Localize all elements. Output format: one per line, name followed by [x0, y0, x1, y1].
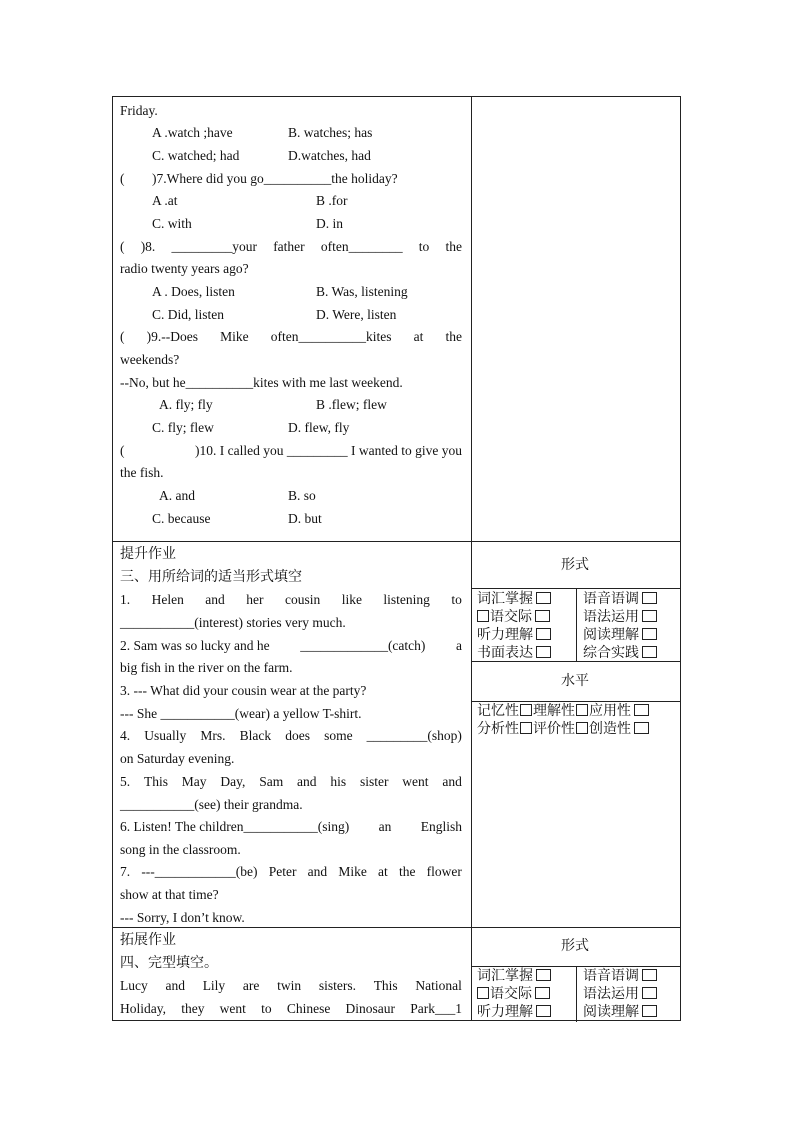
q6-option-b: B. watches; has — [288, 125, 373, 140]
q10-option-b: B. so — [288, 488, 316, 503]
q7-option-a: A .at — [152, 193, 178, 208]
q9-option-b: B .flew; flew — [316, 397, 387, 412]
skill-reading-2: 阅读理解 — [583, 1004, 657, 1020]
sec3-line-12: song in the classroom. — [120, 842, 241, 857]
section-4-header: 拓展作业 — [120, 932, 176, 948]
checkbox[interactable] — [536, 969, 551, 981]
q9-option-d: D. flew, fly — [288, 420, 350, 435]
skill-grammar-2: 语法运用 — [583, 986, 657, 1002]
q7-stem: )7.Where did you go__________the holiday? — [152, 171, 398, 186]
checkbox[interactable] — [576, 722, 588, 734]
cell-divider — [576, 966, 577, 1022]
cell-divider — [576, 588, 577, 661]
worksheet-table — [112, 96, 681, 1021]
q10-option-d: D. but — [288, 511, 322, 526]
skill-practice: 综合实践 — [583, 645, 657, 661]
checkbox[interactable] — [642, 1005, 657, 1017]
checkbox[interactable] — [477, 987, 489, 999]
form-label-2: 形式 — [561, 938, 589, 954]
checkbox[interactable] — [642, 592, 657, 604]
q9-line-1: ( )9.--Does Mike often__________kites at the — [120, 329, 462, 344]
checkbox[interactable] — [576, 704, 588, 716]
sec3-line-1: 1. Helen and her cousin like listening to — [120, 592, 462, 607]
q9-line-2: weekends? — [120, 352, 180, 367]
checkbox[interactable] — [536, 628, 551, 640]
checkbox[interactable] — [642, 987, 657, 999]
section-3-title: 三、用所给词的适当形式填空 — [120, 569, 302, 585]
q9-line-3: --No, but he__________kites with me last weekend. — [120, 375, 403, 390]
sec4-line-1: Lucy and Lily are twin sisters. This National — [120, 978, 462, 993]
checkbox[interactable] — [520, 704, 532, 716]
q8-line-2: radio twenty years ago? — [120, 261, 249, 276]
q7-paren: ( — [120, 171, 125, 186]
checkbox[interactable] — [642, 969, 657, 981]
sec3-line-14: show at that time? — [120, 887, 219, 902]
q9-option-c: C. fly; flew — [152, 420, 214, 435]
q10-option-c: C. because — [152, 511, 211, 526]
sec3-line-3: 2. Sam was so lucky and he _____________(catch) a — [120, 638, 462, 653]
checkbox[interactable] — [634, 722, 649, 734]
skill-communication: 语交际 — [477, 609, 550, 625]
q7-option-d: D. in — [316, 216, 343, 231]
sec3-line-10: ___________(see) their grandma. — [120, 797, 303, 812]
q6-option-c: C. watched; had — [152, 148, 240, 163]
q7-option-c: C. with — [152, 216, 192, 231]
q8-option-c: C. Did, listen — [152, 307, 225, 322]
checkbox[interactable] — [536, 1005, 551, 1017]
skill-pronunciation: 语音语调 — [583, 591, 657, 607]
q10-line-1: ( )10. I called you _________ I wanted to give you — [120, 443, 462, 458]
checkbox[interactable] — [536, 646, 551, 658]
skill-vocabulary: 词汇掌握 — [477, 591, 551, 607]
q7-option-b: B .for — [316, 193, 348, 208]
sec3-line-15: --- Sorry, I don’t know. — [120, 910, 245, 925]
checkbox[interactable] — [634, 704, 649, 716]
q9-option-a: A. fly; fly — [159, 397, 213, 412]
q8-option-b: B. Was, listening — [316, 284, 408, 299]
sec3-line-7: 4. Usually Mrs. Black does some _________(shop) — [120, 728, 462, 743]
checkbox[interactable] — [477, 610, 489, 622]
skill-reading: 阅读理解 — [583, 627, 657, 643]
sec3-line-8: on Saturday evening. — [120, 751, 235, 766]
q8-option-d: D. Were, listen — [316, 307, 397, 322]
column-divider — [471, 97, 472, 1020]
q6-option-a: A .watch ;have — [152, 125, 233, 140]
sec3-line-5: 3. --- What did your cousin wear at the party? — [120, 683, 367, 698]
sec3-line-11: 6. Listen! The children___________(sing) an English — [120, 819, 462, 834]
sec3-line-4: big fish in the river on the farm. — [120, 660, 293, 675]
skill-communication-2: 语交际 — [477, 986, 550, 1002]
q8-option-a: A . Does, listen — [152, 284, 235, 299]
row-divider — [113, 927, 680, 928]
checkbox[interactable] — [642, 628, 657, 640]
sec4-line-2: Holiday, they went to Chinese Dinosaur Park___1 — [120, 1001, 462, 1016]
q6-option-d: D.watches, had — [288, 148, 371, 163]
skill-grammar: 语法运用 — [583, 609, 657, 625]
checkbox[interactable] — [520, 722, 532, 734]
level-label: 水平 — [561, 673, 589, 689]
skill-listening: 听力理解 — [477, 627, 551, 643]
levels-row-1: 记忆性 理解性 应用性 — [477, 703, 649, 719]
skill-listening-2: 听力理解 — [477, 1004, 551, 1020]
sec3-line-9: 5. This May Day, Sam and his sister went and — [120, 774, 462, 789]
q10-option-a: A. and — [159, 488, 195, 503]
levels-row-2: 分析性 评价性 创造性 — [477, 721, 649, 737]
q10-line-2: the fish. — [120, 465, 164, 480]
checkbox[interactable] — [535, 610, 550, 622]
skill-vocabulary-2: 词汇掌握 — [477, 968, 551, 984]
skill-pronunciation-2: 语音语调 — [583, 968, 657, 984]
section-4-title: 四、完型填空。 — [120, 955, 218, 971]
cell-divider — [471, 661, 681, 662]
q6-tail: Friday. — [120, 103, 158, 118]
sec3-line-6: --- She ___________(wear) a yellow T-shirt. — [120, 706, 362, 721]
sec3-line-2: ___________(interest) stories very much. — [120, 615, 346, 630]
checkbox[interactable] — [536, 592, 551, 604]
q8-line-1: ( )8. _________your father often________ to the — [120, 239, 462, 254]
skill-writing: 书面表达 — [477, 645, 551, 661]
section-3-header: 提升作业 — [120, 546, 176, 562]
row-divider — [113, 541, 680, 542]
checkbox[interactable] — [642, 646, 657, 658]
form-label: 形式 — [561, 557, 589, 573]
checkbox[interactable] — [535, 987, 550, 999]
sec3-line-13: 7. ---____________(be) Peter and Mike at the flower — [120, 864, 462, 879]
checkbox[interactable] — [642, 610, 657, 622]
cell-divider — [471, 701, 681, 702]
